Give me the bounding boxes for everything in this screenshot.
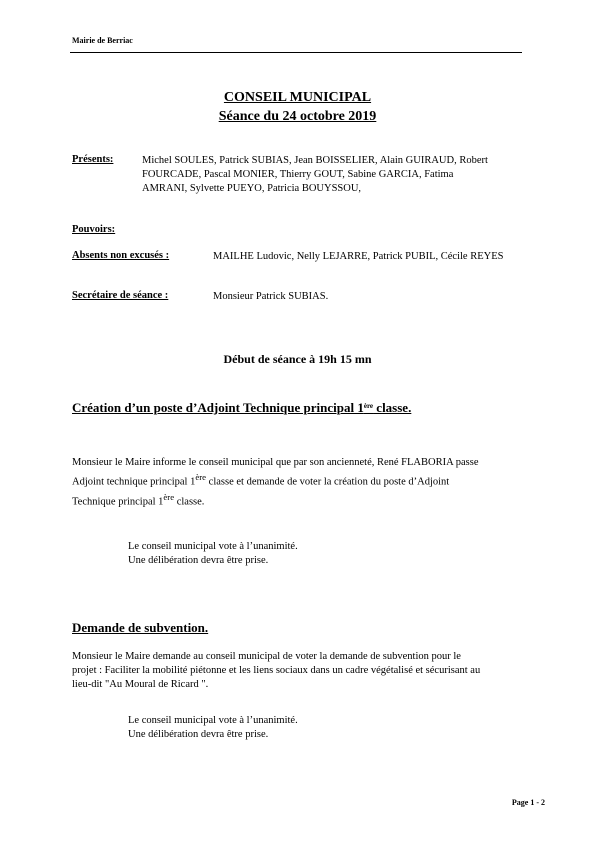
page-number: Page 1 - 2 — [511, 798, 545, 807]
section1-p-line2: Adjoint technique principal 1ère classe et demande de voter la création du poste d’Adjoint — [72, 472, 450, 488]
section2-paragraph — [72, 650, 546, 692]
absents-value: MAILHE Ludovic, Nelly LEJARRE, Patrick PUBIL, Cécile REYES — [213, 251, 504, 262]
presents-label: Présents: — [72, 154, 114, 165]
section2-p-line2: projet : Faciliter la mobilité piétonne et les liens sociaux dans un cadre végétalisé et sécurisant au — [72, 665, 481, 676]
debut-seance: Début de séance à 19h 15 mn — [223, 352, 372, 366]
header-org: Mairie de Berriac — [72, 36, 133, 45]
presents-line1: Michel SOULES, Patrick SUBIAS, Jean BOISSELIER, Alain GUIRAUD, Robert — [142, 155, 488, 166]
section2-p-line1: Monsieur le Maire demande au conseil municipal de voter la demande de subvention pour le — [72, 651, 461, 662]
section2-vote1: Le conseil municipal vote à l’unanimité. — [128, 715, 298, 726]
header-rule — [70, 52, 522, 53]
absents-label: Absents non excusés : — [72, 250, 170, 261]
title-line2: Séance du 24 octobre 2019 — [218, 109, 377, 124]
section1-heading: Création d’un poste d’Adjoint Technique principal 1ère classe. — [72, 400, 412, 415]
section2-vote2: Une délibération devra être prise. — [128, 729, 269, 740]
section1-paragraph — [72, 456, 546, 509]
presents-line3: AMRANI, Sylvette PUEYO, Patricia BOUYSSOU, — [142, 183, 362, 194]
presents-line2: FOURCADE, Pascal MONIER, Thierry GOUT, Sabine GARCIA, Fatima — [142, 169, 454, 180]
section1-p-line1: Monsieur le Maire informe le conseil municipal que par son ancienneté, René FLABORIA passe — [72, 457, 479, 468]
section2-p-line3: lieu-dit "Au Moural de Ricard ". — [72, 679, 209, 690]
secretaire-value: Monsieur Patrick SUBIAS. — [213, 291, 329, 302]
title-line1: CONSEIL MUNICIPAL — [223, 90, 372, 105]
section2-heading: Demande de subvention. — [72, 620, 209, 635]
section1-p-line3: Technique principal 1ère classe. — [72, 491, 205, 507]
secretaire-label: Secrétaire de séance : — [72, 290, 169, 301]
pouvoirs-label: Pouvoirs: — [72, 224, 116, 235]
section1-vote1: Le conseil municipal vote à l’unanimité. — [128, 541, 298, 552]
section1-vote2: Une délibération devra être prise. — [128, 555, 269, 566]
